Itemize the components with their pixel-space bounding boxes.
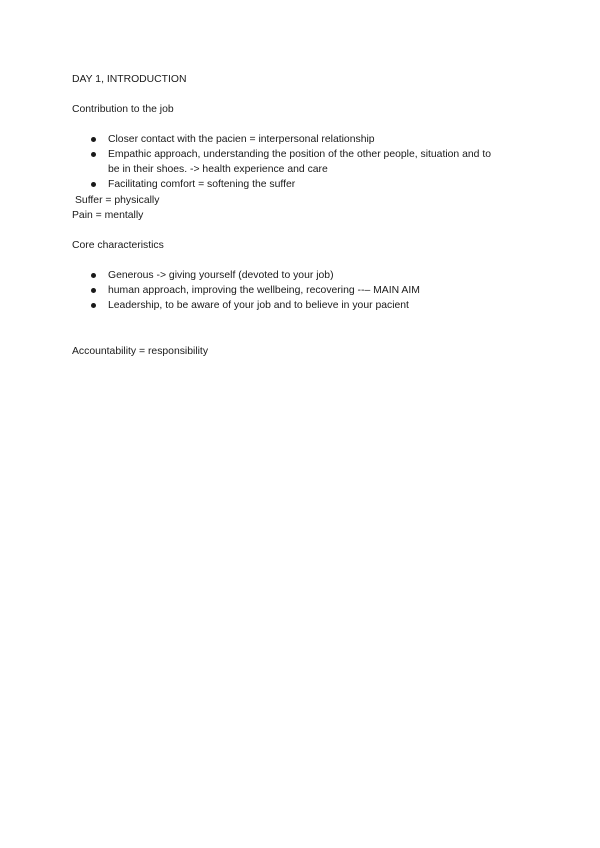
- section-heading-contribution: Contribution to the job: [72, 104, 174, 115]
- section-heading-core: Core characteristics: [72, 240, 164, 251]
- list-item: Generous -> giving yourself (devoted to your job): [108, 270, 334, 281]
- bullet-icon: [91, 303, 96, 308]
- bullet-icon: [91, 288, 96, 293]
- note-suffer: Suffer = physically: [75, 195, 160, 206]
- note-pain: Pain = mentally: [72, 210, 144, 221]
- list-item: human approach, improving the wellbeing, recovering --– MAIN AIM: [108, 285, 420, 296]
- list-item: Closer contact with the pacien = interpersonal relationship: [108, 134, 375, 145]
- bullet-icon: [91, 273, 96, 278]
- bullet-icon: [91, 137, 96, 142]
- list-item-continuation: be in their shoes. -> health experience and care: [108, 164, 328, 175]
- bullet-icon: [91, 182, 96, 187]
- list-item: Facilitating comfort = softening the suffer: [108, 179, 296, 190]
- closing-line: Accountability = responsibility: [72, 346, 209, 357]
- bullet-icon: [91, 152, 96, 157]
- list-item: Leadership, to be aware of your job and to believe in your pacient: [108, 300, 409, 311]
- list-item: Empathic approach, understanding the position of the other people, situation and to: [108, 149, 491, 160]
- document-title: DAY 1, INTRODUCTION: [72, 74, 187, 85]
